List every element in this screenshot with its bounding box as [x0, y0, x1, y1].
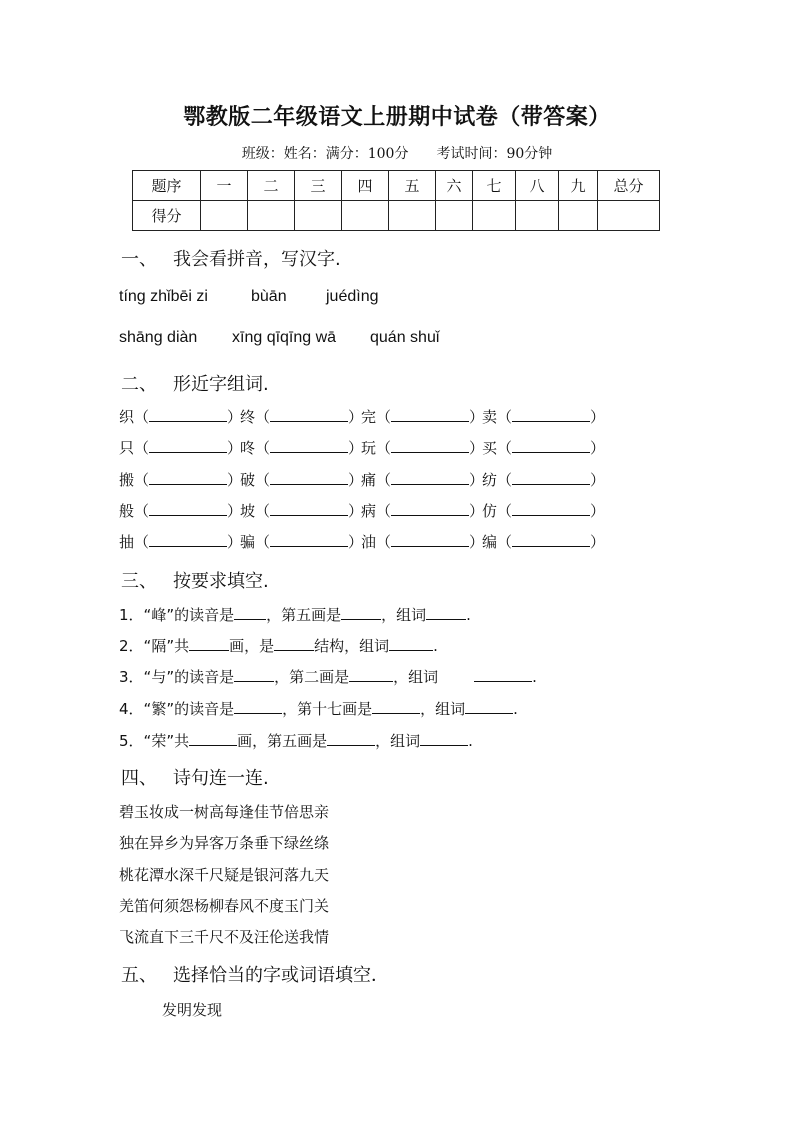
close-paren: ）	[590, 408, 606, 426]
character: 破	[240, 471, 256, 489]
question-text: 4．“繁”的读音是	[119, 700, 235, 718]
word-group-item	[119, 531, 243, 552]
poem-line: 碧玉妆成一树高每逢佳节倍思亲	[119, 803, 330, 821]
question-text: ，第二画是	[274, 668, 350, 686]
answer-blank[interactable]	[391, 440, 469, 453]
open-paren: （	[497, 502, 513, 520]
word-group-item	[240, 437, 364, 458]
table-header-cell: 二	[248, 171, 295, 201]
answer-blank[interactable]	[391, 503, 469, 516]
section-number: 五、	[121, 965, 157, 986]
open-paren: （	[255, 408, 271, 426]
answer-blank[interactable]	[327, 733, 375, 746]
character: 搬	[119, 471, 135, 489]
table-header-cell: 总分	[598, 171, 660, 201]
close-paren: ）	[348, 408, 364, 426]
answer-blank[interactable]	[270, 534, 348, 547]
score-cell[interactable]	[516, 201, 559, 231]
answer-blank[interactable]	[149, 534, 227, 547]
close-paren: ）	[469, 439, 485, 457]
word-group-item	[240, 500, 364, 521]
answer-blank[interactable]	[149, 409, 227, 422]
character: 编	[482, 533, 498, 551]
character: 终	[240, 408, 256, 426]
word-group-item	[361, 469, 485, 490]
score-table-header-row	[133, 171, 660, 201]
score-cell[interactable]	[389, 201, 436, 231]
score-cell[interactable]	[295, 201, 342, 231]
character: 只	[119, 439, 135, 457]
exam-info: 班级：姓名：满分：100分 考试时间：90分钟	[241, 146, 553, 162]
table-row-label: 得分	[133, 201, 201, 231]
answer-blank[interactable]	[149, 472, 227, 485]
question-text: 3．“与”的读音是	[119, 668, 235, 686]
close-paren: ）	[227, 439, 243, 457]
word-group-item	[119, 469, 243, 490]
answer-blank[interactable]	[426, 607, 466, 620]
close-paren: ）	[469, 408, 485, 426]
table-header-cell: 五	[389, 171, 436, 201]
word-group-item	[240, 531, 364, 552]
answer-blank[interactable]	[512, 409, 590, 422]
word-group-item	[482, 500, 606, 521]
question-text: 结构，组词	[314, 637, 390, 655]
answer-blank[interactable]	[149, 503, 227, 516]
close-paren: ）	[348, 533, 364, 551]
answer-blank[interactable]	[149, 440, 227, 453]
word-group-row	[119, 406, 606, 427]
character: 仿	[482, 502, 498, 520]
word-group-item	[361, 500, 485, 521]
close-paren: ）	[469, 502, 485, 520]
section-title: 诗句连一连.	[173, 768, 269, 789]
answer-blank[interactable]	[512, 534, 590, 547]
open-paren: （	[134, 533, 150, 551]
close-paren: ）	[227, 471, 243, 489]
word-group-item	[119, 500, 243, 521]
score-table	[132, 170, 660, 231]
score-cell[interactable]	[559, 201, 598, 231]
word-group-item	[361, 437, 485, 458]
word-group-item	[119, 437, 243, 458]
section-number: 二、	[121, 374, 157, 395]
close-paren: ）	[469, 471, 485, 489]
character: 病	[361, 502, 377, 520]
score-cell[interactable]	[473, 201, 516, 231]
character: 坡	[240, 502, 256, 520]
question-text: .	[433, 637, 438, 655]
table-header-cell: 一	[201, 171, 248, 201]
section-heading	[121, 764, 269, 790]
word-choices: 发明发现	[162, 1001, 223, 1019]
question-text: 画，是	[229, 637, 275, 655]
word-group-row	[119, 531, 606, 552]
answer-blank[interactable]	[270, 503, 348, 516]
character: 咚	[240, 439, 256, 457]
character: 买	[482, 439, 498, 457]
section-title: 选择恰当的字或词语填空．	[173, 965, 389, 986]
open-paren: （	[255, 471, 271, 489]
open-paren: （	[497, 471, 513, 489]
open-paren: （	[255, 533, 271, 551]
section-number: 四、	[121, 768, 157, 789]
question-text: 画，第五画是	[237, 732, 328, 750]
poem-line: 独在异乡为异客万条垂下绿丝绦	[119, 834, 330, 852]
section-number: 三、	[121, 571, 157, 592]
answer-blank[interactable]	[234, 669, 274, 682]
answer-blank[interactable]	[512, 503, 590, 516]
pinyin-item: bùān	[251, 288, 287, 305]
answer-blank[interactable]	[189, 733, 237, 746]
character: 油	[361, 533, 377, 551]
open-paren: （	[255, 502, 271, 520]
close-paren: ）	[227, 408, 243, 426]
answer-blank[interactable]	[420, 733, 468, 746]
open-paren: （	[376, 408, 392, 426]
close-paren: ）	[227, 502, 243, 520]
table-header-cell: 六	[436, 171, 473, 201]
open-paren: （	[134, 471, 150, 489]
table-header-cell: 三	[295, 171, 342, 201]
word-group-item	[482, 469, 606, 490]
pinyin-item: juédìng	[326, 288, 379, 305]
open-paren: （	[134, 439, 150, 457]
table-header-cell: 四	[342, 171, 389, 201]
question-text: .	[466, 606, 471, 624]
word-group-item	[482, 406, 606, 427]
open-paren: （	[376, 502, 392, 520]
pinyin-item: xīng qīqīng wā	[232, 329, 337, 346]
close-paren: ）	[469, 533, 485, 551]
section-title: 我会看拼音，写汉字.	[173, 249, 341, 270]
open-paren: （	[497, 533, 513, 551]
question-text: ，第五画是	[266, 606, 342, 624]
word-group-row	[119, 437, 606, 458]
answer-blank[interactable]	[270, 440, 348, 453]
question-text: 2．“隔”共	[119, 637, 190, 655]
section-heading	[121, 245, 341, 271]
table-header-cell: 题序	[133, 171, 201, 201]
table-header-cell: 七	[473, 171, 516, 201]
open-paren: （	[376, 439, 392, 457]
answer-blank[interactable]	[270, 409, 348, 422]
pinyin-item: tíng zhǐbēi zi	[119, 288, 208, 305]
close-paren: ）	[590, 502, 606, 520]
close-paren: ）	[590, 439, 606, 457]
question-text: 5．“荣”共	[119, 732, 190, 750]
question-text: .	[468, 732, 473, 750]
character: 痛	[361, 471, 377, 489]
answer-blank[interactable]	[189, 638, 229, 651]
character: 纺	[482, 471, 498, 489]
poem-line: 飞流直下三千尺不及汪伦送我情	[119, 928, 330, 946]
section-heading	[121, 567, 269, 593]
answer-blank[interactable]	[341, 607, 381, 620]
word-group-row	[119, 500, 606, 521]
character: 骗	[240, 533, 256, 551]
fill-question	[119, 635, 438, 656]
answer-blank[interactable]	[474, 669, 532, 682]
fill-question	[119, 698, 518, 719]
word-group-item	[482, 437, 606, 458]
character: 玩	[361, 439, 377, 457]
answer-blank[interactable]	[234, 607, 266, 620]
table-header-cell: 八	[516, 171, 559, 201]
pinyin-item: quán shuǐ	[370, 329, 440, 346]
fill-question	[119, 604, 471, 625]
close-paren: ）	[590, 533, 606, 551]
word-group-row	[119, 469, 606, 490]
question-text: ，组词	[381, 606, 427, 624]
close-paren: ）	[348, 502, 364, 520]
word-group-item	[361, 531, 485, 552]
score-cell[interactable]	[201, 201, 248, 231]
close-paren: ）	[348, 439, 364, 457]
answer-blank[interactable]	[270, 472, 348, 485]
fill-question	[119, 666, 537, 687]
score-cell[interactable]	[598, 201, 660, 231]
section-heading	[121, 370, 269, 396]
fill-question	[119, 730, 473, 751]
character: 卖	[482, 408, 498, 426]
close-paren: ）	[227, 533, 243, 551]
character: 般	[119, 502, 135, 520]
score-cell[interactable]	[248, 201, 295, 231]
open-paren: （	[497, 408, 513, 426]
table-header-cell: 九	[559, 171, 598, 201]
open-paren: （	[376, 533, 392, 551]
section-title: 形近字组词.	[173, 374, 269, 395]
word-group-item	[361, 406, 485, 427]
page-title: 鄂教版二年级语文上册期中试卷（带答案）	[183, 104, 611, 130]
section-number: 一、	[121, 249, 157, 270]
score-cell[interactable]	[436, 201, 473, 231]
open-paren: （	[134, 408, 150, 426]
word-group-item	[240, 406, 364, 427]
open-paren: （	[134, 502, 150, 520]
answer-blank[interactable]	[391, 534, 469, 547]
pinyin-item: shāng diàn	[119, 329, 198, 346]
open-paren: （	[255, 439, 271, 457]
close-paren: ）	[348, 471, 364, 489]
answer-blank[interactable]	[391, 472, 469, 485]
question-text: 1．“峰”的读音是	[119, 606, 235, 624]
question-text: .	[532, 668, 537, 686]
open-paren: （	[497, 439, 513, 457]
character: 抽	[119, 533, 135, 551]
close-paren: ）	[590, 471, 606, 489]
answer-blank[interactable]	[234, 701, 282, 714]
section-heading	[121, 961, 389, 987]
open-paren: （	[376, 471, 392, 489]
question-text: ，组词	[375, 732, 421, 750]
poem-line: 羌笛何须怨杨柳春风不度玉门关	[119, 897, 330, 915]
score-table-score-row	[133, 201, 660, 231]
score-cell[interactable]	[342, 201, 389, 231]
answer-blank[interactable]	[274, 638, 314, 651]
question-text: ，组词	[420, 700, 466, 718]
word-group-item	[240, 469, 364, 490]
character: 完	[361, 408, 377, 426]
answer-blank[interactable]	[391, 409, 469, 422]
word-group-item	[119, 406, 243, 427]
question-text: ，第十七画是	[282, 700, 373, 718]
answer-blank[interactable]	[512, 440, 590, 453]
answer-blank[interactable]	[465, 701, 513, 714]
word-group-item	[482, 531, 606, 552]
question-text: .	[513, 700, 518, 718]
poem-line: 桃花潭水深千尺疑是银河落九天	[119, 866, 330, 884]
character: 织	[119, 408, 135, 426]
answer-blank[interactable]	[389, 638, 433, 651]
answer-blank[interactable]	[512, 472, 590, 485]
question-text: ，组词	[393, 668, 469, 686]
section-title: 按要求填空.	[173, 571, 269, 592]
answer-blank[interactable]	[372, 701, 420, 714]
answer-blank[interactable]	[349, 669, 393, 682]
